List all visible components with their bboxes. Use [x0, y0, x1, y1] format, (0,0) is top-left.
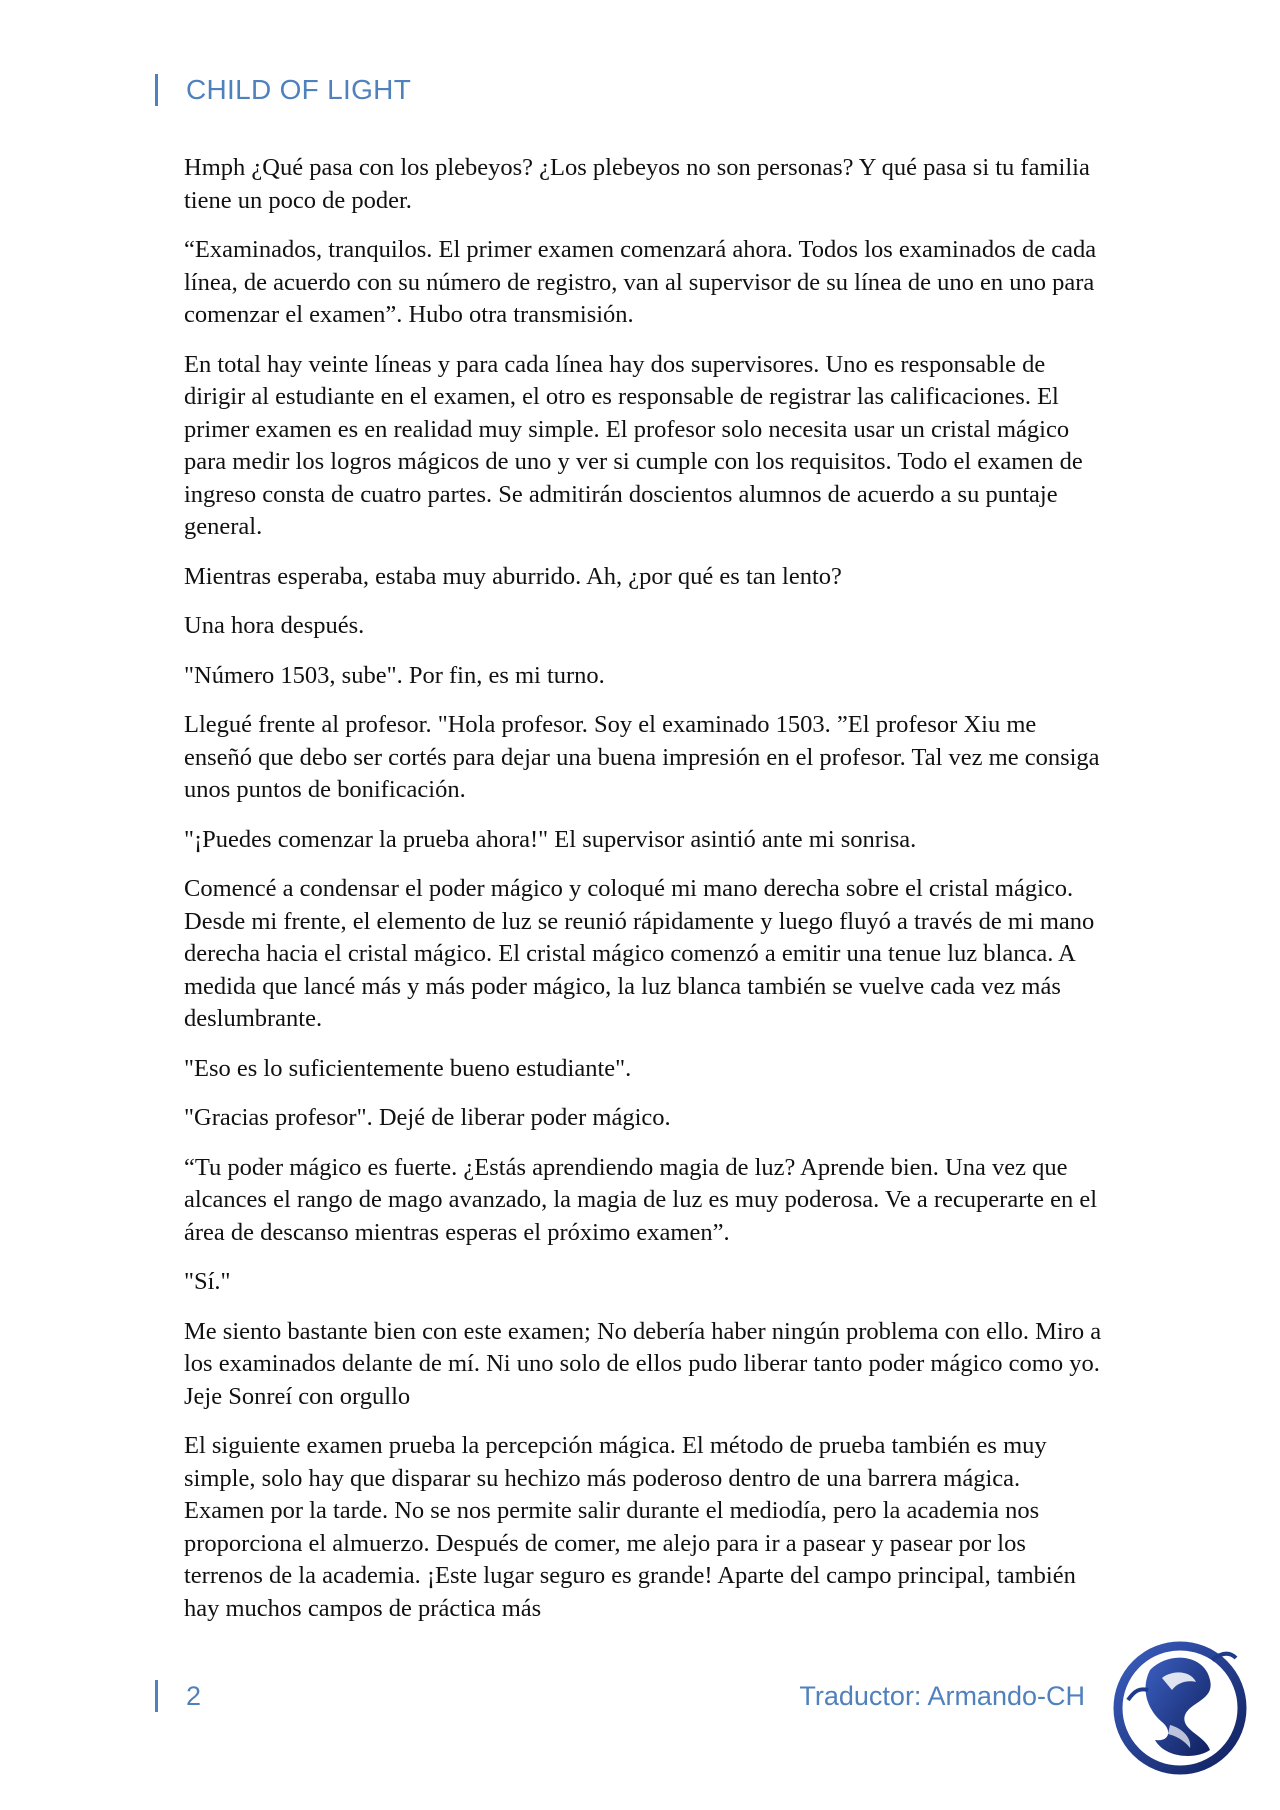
- paragraph: “Tu poder mágico es fuerte. ¿Estás aprendiendo magia de luz? Aprende bien. Una vez que alcances el rango de mago avanzado, la magia de luz es muy poderosa. Ve a recuperarte en el área de descanso mientras esperas el próximo examen”.: [184, 1153, 1098, 1246]
- paragraph: "Número 1503, sube". Por fin, es mi turno.: [184, 661, 605, 689]
- paragraph: “Examinados, tranquilos. El primer examen comenzará ahora. Todos los examinados de cada línea, de acuerdo con su número de registro, van al supervisor de su línea de uno en uno para comenzar el examen”. Hubo otra transmisión.: [184, 236, 1097, 328]
- paragraph: "Sí.": [184, 1268, 231, 1295]
- paragraph: "Gracias profesor". Dejé de liberar poder mágico.: [184, 1104, 671, 1131]
- page-header: [155, 74, 411, 106]
- paragraph: Comencé a condensar el poder mágico y coloqué mi mano derecha sobre el cristal mágico. Desde mi frente, el elemento de luz se reunió rápidamente y luego fluyó a través de mi mano derecha hacia el cristal mágico. El cristal mágico comenzó a emitir una tenue luz blanca. A medida que lancé más y más poder mágico, la luz blanca también se vuelve cada vez más deslumbrante.: [184, 875, 1095, 1032]
- paragraph: "¡Puedes comenzar la prueba ahora!" El supervisor asintió ante mi sonrisa.: [184, 825, 917, 853]
- paragraph: Hmph ¿Qué pasa con los plebeyos? ¿Los plebeyos no son personas? Y qué pasa si tu familia tiene un poco de poder.: [184, 154, 1090, 214]
- footer-accent-bar: [155, 1680, 158, 1712]
- page-number: 2: [186, 1680, 202, 1711]
- paragraph: El siguiente examen prueba la percepción mágica. El método de prueba también es muy simple, solo hay que disparar su hechizo más poderoso dentro de una barrera mágica. Examen por la tarde. No se nos permite salir durante el mediodía, pero la academia nos proporciona el almuerzo. Después de comer, me alejo para ir a pasear y pasear por los terrenos de la academia. ¡Este lugar seguro es grande! Aparte del campo principal, también hay muchos campos de práctica más: [184, 1432, 1076, 1622]
- translator-credit: Traductor: Armando-CH: [799, 1680, 1085, 1711]
- document-title: CHILD OF LIGHT: [186, 74, 412, 105]
- header-accent-bar: [155, 74, 158, 106]
- paragraph: Una hora después.: [184, 612, 365, 639]
- paragraph: Me siento bastante bien con este examen; No debería haber ningún problema con ello. Miro a los examinados delante de mí. Ni uno solo de ellos pudo liberar tanto poder mágico como yo. Jeje Sonreí con orgullo: [184, 1317, 1102, 1410]
- dragon-emblem-icon: [1110, 1630, 1250, 1780]
- paragraph: "Eso es lo suficientemente bueno estudiante".: [184, 1054, 632, 1082]
- page-footer: [155, 1680, 1085, 1712]
- paragraph: Llegué frente al profesor. "Hola profesor. Soy el examinado 1503. ”El profesor Xiu me enseñó que debo ser cortés para dejar una buena impresión en el profesor. Tal vez me consiga unos puntos de bonificación.: [184, 711, 1100, 803]
- paragraph: En total hay veinte líneas y para cada línea hay dos supervisores. Uno es responsable de dirigir al estudiante en el examen, el otro es responsable de registrar las calificaciones. El primer examen es en realidad muy simple. El profesor solo necesita usar un cristal mágico para medir los logros mágicos de uno y ver si cumple con los requisitos. Todo el examen de ingreso consta de cuatro partes. Se admitirán doscientos alumnos de acuerdo a su puntaje general.: [184, 350, 1083, 540]
- document-body: [184, 152, 1104, 1642]
- paragraph: Mientras esperaba, estaba muy aburrido. Ah, ¿por qué es tan lento?: [184, 562, 842, 590]
